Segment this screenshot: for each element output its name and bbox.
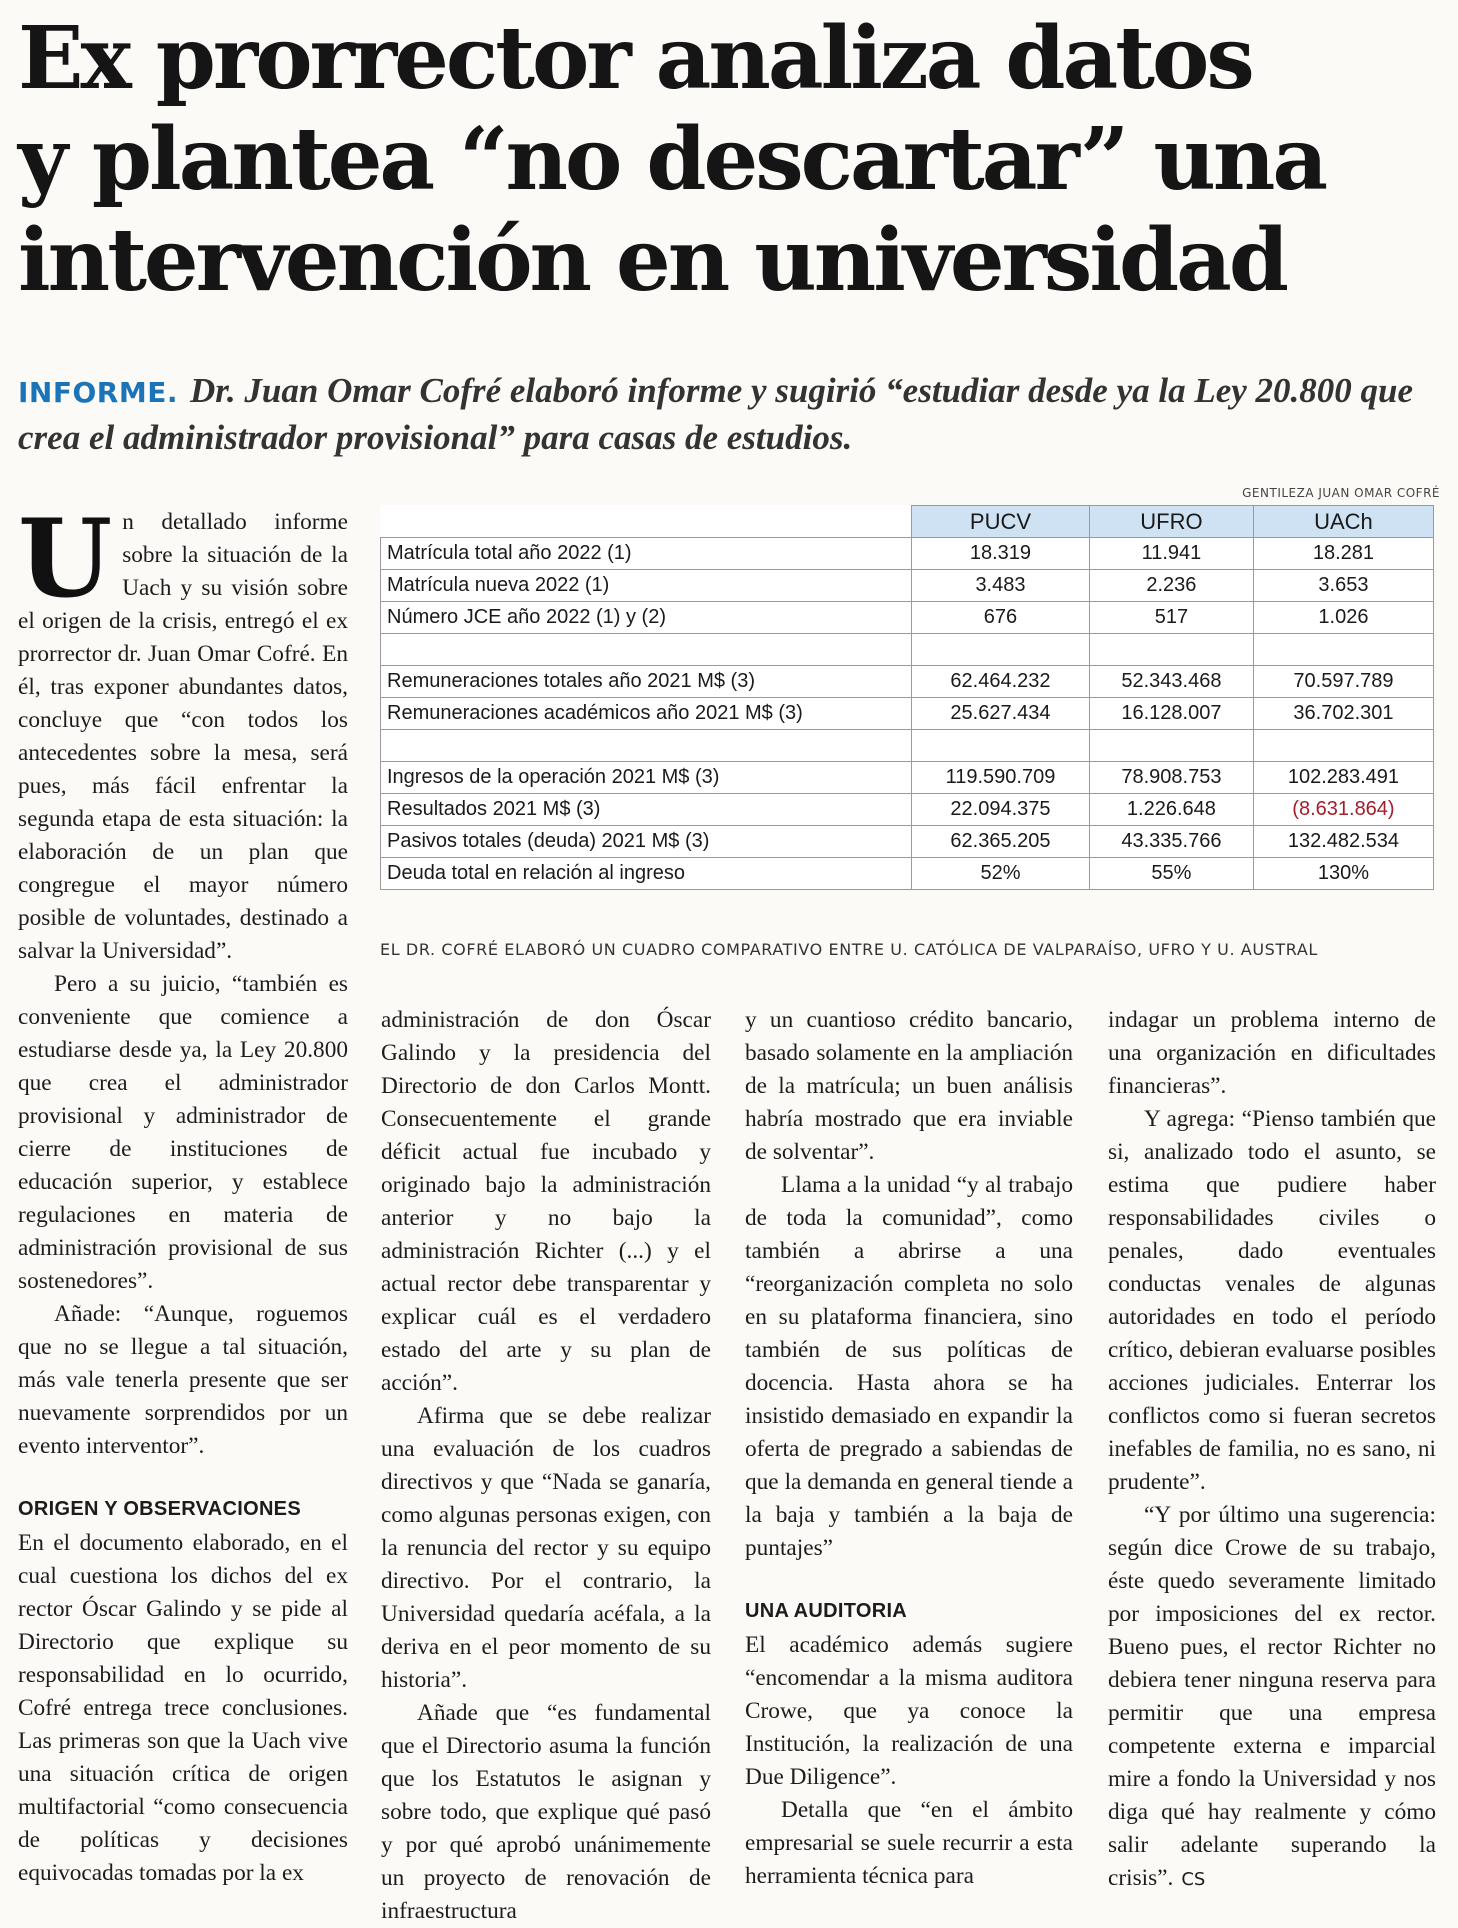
paragraph: Llama a la unidad “y al trabajo de toda la comunidad”, como también a abrirse a una “reorganización completa no solo en su plataforma financiera, sino también de sus políticas de docencia. Hasta ahora se ha insistido demasiado en expandir la oferta de pregrado a sabiendas de que la demanda en general tiende a la baja y también a la baja de puntajes” <box>745 1172 1073 1561</box>
table-row <box>381 634 1434 666</box>
table-row-label: Resultados 2021 M$ (3) <box>381 794 912 826</box>
paragraph: Detalla que “en el ámbito empresarial se suele recurrir a esta herramienta técnica para <box>745 1797 1073 1889</box>
table-row-label: Número JCE año 2022 (1) y (2) <box>381 602 912 634</box>
deck-text: Dr. Juan Omar Cofré elaboró informe y sugirió “estudiar desde ya la Ley 20.800 que crea el administrador provisional” para casas de estudios. <box>18 371 1414 457</box>
table-cell: (8.631.864) <box>1253 794 1433 826</box>
table-row <box>381 762 1434 794</box>
table-row-label: Pasivos totales (deuda) 2021 M$ (3) <box>381 826 912 858</box>
paragraph: y un cuantioso crédito bancario, basado solamente en la ampliación de la matrícula; un buen análisis habría mostrado que era inviable de solventar”. <box>745 1007 1073 1165</box>
table-cell: 78.908.753 <box>1089 762 1253 794</box>
paragraph: Y agrega: “Pienso también que si, analizado todo el asunto, se estima que pudiere haber responsabilidades civiles o penales, dado eventuales conductas venales de algunas autoridades en todo el período crítico, debieran evaluarse posibles acciones judiciales. Enterrar los conflictos como si fueran secretos inefables de familia, no es sano, ni prudente”. <box>1108 1106 1436 1495</box>
deck <box>18 368 1438 460</box>
table-row <box>381 698 1434 730</box>
table-row <box>381 570 1434 602</box>
article-column-4 <box>1108 1004 1436 1896</box>
table-row <box>381 602 1434 634</box>
table-cell: 25.627.434 <box>912 698 1090 730</box>
table-row-label <box>381 730 912 762</box>
article-column-1 <box>18 496 348 1890</box>
comparison-table <box>380 505 1434 890</box>
table-cell: 3.653 <box>1253 570 1433 602</box>
subheading: UNA AUDITORIA <box>745 1600 908 1622</box>
table-row-label: Remuneraciones académicos año 2021 M$ (3) <box>381 698 912 730</box>
table-row <box>381 794 1434 826</box>
paragraph: administración de don Óscar Galindo y la presidencia del Directorio de don Carlos Montt. Consecuentemente el grande déficit actual fue incubado y originado bajo la administración anterior y no bajo la administración Richter (...) y el actual rector debe transparentar y explicar cuál es el verdadero estado del arte y su plan de acción”. <box>381 1007 711 1396</box>
table-row <box>381 538 1434 570</box>
table-row <box>381 666 1434 698</box>
end-mark: CS <box>1181 1869 1206 1890</box>
headline-line-2: y plantea “no descartar” una <box>18 109 1326 210</box>
table-cell: 52% <box>912 858 1090 890</box>
headline-line-3: intervención en universidad <box>18 210 1286 311</box>
paragraph: Afirma que se debe realizar una evaluación de los cuadros directivos y que “Nada se ganaría, como algunas personas exigen, con la renuncia del rector y su equipo directivo. Por el contrario, la Universidad quedaría acéfala, a la deriva en el peor momento de su historia”. <box>381 1403 711 1693</box>
table-cell: 130% <box>1253 858 1433 890</box>
table-cell: 676 <box>912 602 1090 634</box>
paragraph: indagar un problema interno de una organización en dificultades financieras”. <box>1108 1007 1436 1099</box>
table-body <box>381 538 1434 890</box>
table-row <box>381 730 1434 762</box>
table-cell: 18.281 <box>1253 538 1433 570</box>
table-cell: 2.236 <box>1089 570 1253 602</box>
table-cell: 16.128.007 <box>1089 698 1253 730</box>
table-cell <box>1253 634 1433 666</box>
table-row-label: Matrícula nueva 2022 (1) <box>381 570 912 602</box>
deck-kicker: INFORME. <box>18 376 178 409</box>
subheading: ORIGEN Y OBSERVACIONES <box>18 1498 301 1520</box>
table-row <box>381 858 1434 890</box>
table-header-row <box>381 506 1434 538</box>
paragraph: El académico además sugiere “encomendar a la misma auditora Crowe, que ya conoce la Institución, la realización de una Due Diligence”. <box>745 1632 1073 1790</box>
table-cell: 132.482.534 <box>1253 826 1433 858</box>
table-row-label: Deuda total en relación al ingreso <box>381 858 912 890</box>
table-cell <box>1089 634 1253 666</box>
paragraph: Añade: “Aunque, roguemos que no se llegue a tal situación, más vale tenerla presente que ser nuevamente sorprendidos por un evento interventor”. <box>18 1301 348 1459</box>
table-cell: 18.319 <box>912 538 1090 570</box>
table-header-cell: PUCV <box>912 506 1090 538</box>
table-cell: 11.941 <box>1089 538 1253 570</box>
table-row-label <box>381 634 912 666</box>
table-row-label: Remuneraciones totales año 2021 M$ (3) <box>381 666 912 698</box>
paragraph-text: “Y por último una sugerencia: según dice Crowe de su trabajo, éste quedo severamente limitado por imposiciones del ex rector. Bueno pues, el rector Richter no debiera tener ninguna reserva para permitir que una empresa competente externa e imparcial mire a fondo la Universidad y nos diga qué hay realmente y cómo salir adelante superando la crisis”. <box>1108 1502 1436 1891</box>
table-cell <box>912 634 1090 666</box>
table-row-label: Matrícula total año 2022 (1) <box>381 538 912 570</box>
dropcap: U <box>18 496 113 622</box>
headline-line-1: Ex prorrector analiza datos <box>18 8 1252 109</box>
table-cell: 3.483 <box>912 570 1090 602</box>
table-cell: 22.094.375 <box>912 794 1090 826</box>
paragraph-text: n detallado informe sobre la situación de la Uach y su visión sobre el origen de la crisis, entregó el ex prorrector dr. Juan Omar Cofré. En él, tras exponer abundantes datos, concluye que “con todos los antecedentes sobre la mesa, será pues, más fácil enfrentar la segunda etapa de esta situación: la elaboración de un plan que congregue el mayor número posible de voluntades, destinado a salvar la Universidad”. <box>18 509 348 964</box>
table-cell <box>1253 730 1433 762</box>
table-header-cell: UFRO <box>1089 506 1253 538</box>
table-cell: 70.597.789 <box>1253 666 1433 698</box>
table-header-blank <box>381 506 912 538</box>
article-column-3 <box>745 1004 1073 1893</box>
table-cell <box>1089 730 1253 762</box>
headline <box>18 8 1438 311</box>
paragraph: Añade que “es fundamental que el Directorio asuma la función que los Estatutos le asignan y sobre todo, que explique qué pasó y por qué aprobó unánimemente un proyecto de renovación de infraestructura <box>381 1700 711 1924</box>
table-header-cell: UACh <box>1253 506 1433 538</box>
table-cell: 43.335.766 <box>1089 826 1253 858</box>
table-cell: 36.702.301 <box>1253 698 1433 730</box>
table-cell: 1.226.648 <box>1089 794 1253 826</box>
photo-credit: GENTILEZA JUAN OMAR COFRÉ <box>1242 486 1440 500</box>
table-cell: 55% <box>1089 858 1253 890</box>
table-cell: 102.283.491 <box>1253 762 1433 794</box>
table-cell: 62.464.232 <box>912 666 1090 698</box>
table-cell: 52.343.468 <box>1089 666 1253 698</box>
table-cell: 119.590.709 <box>912 762 1090 794</box>
table-row <box>381 826 1434 858</box>
table-cell <box>912 730 1090 762</box>
paragraph: Pero a su juicio, “también es conveniente que comience a estudiarse desde ya, la Ley 20.800 que crea el administrador provisional y administrador de cierre de instituciones de educación superior, y establece regulaciones en materia de administración provisional de sus sostenedores”. <box>18 971 348 1294</box>
paragraph <box>18 496 348 968</box>
table-cell: 1.026 <box>1253 602 1433 634</box>
table-caption: EL DR. COFRÉ ELABORÓ UN CUADRO COMPARATIVO ENTRE U. CATÓLICA DE VALPARAÍSO, UFRO Y U. AUSTRAL <box>380 940 1318 959</box>
article-column-2 <box>381 1004 711 1928</box>
paragraph <box>1108 1499 1436 1896</box>
paragraph: En el documento elaborado, en el cual cuestiona los dichos del ex rector Óscar Galindo y se pide al Directorio que explique su responsabilidad en lo ocurrido, Cofré entrega trece conclusiones. Las primeras son que la Uach vive una situación crítica de origen multifactorial “como consecuencia de políticas y decisiones equivocadas tomadas por la ex <box>18 1530 348 1886</box>
table-cell: 62.365.205 <box>912 826 1090 858</box>
table-row-label: Ingresos de la operación 2021 M$ (3) <box>381 762 912 794</box>
table-cell: 517 <box>1089 602 1253 634</box>
